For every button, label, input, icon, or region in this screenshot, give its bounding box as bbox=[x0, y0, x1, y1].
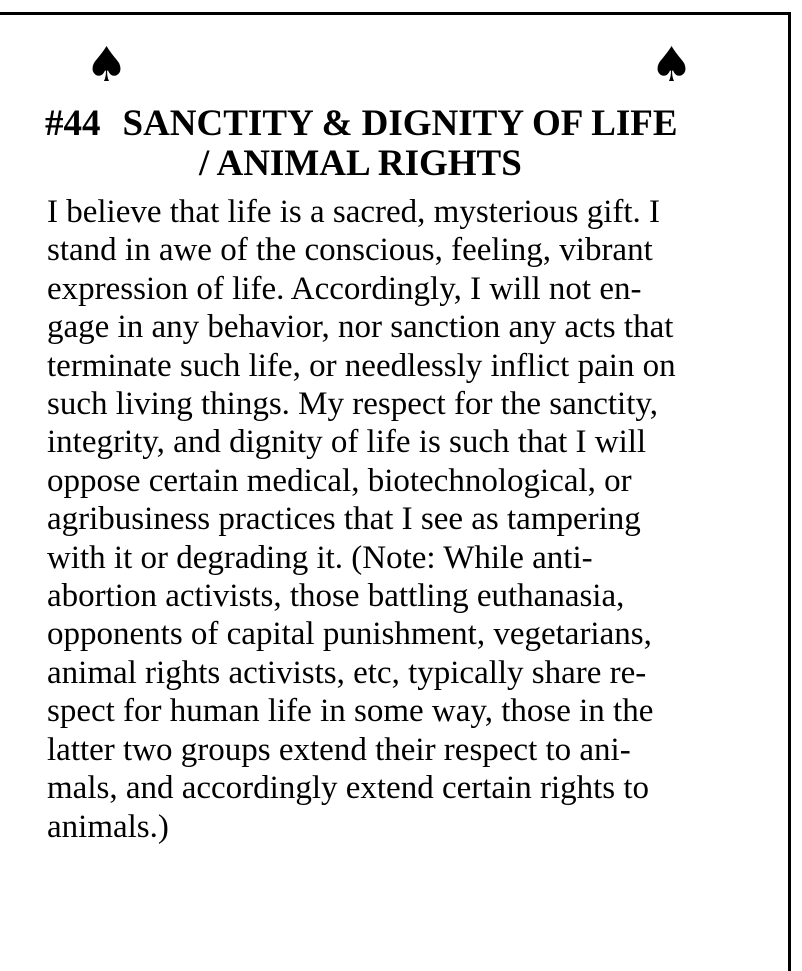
body-line: stand in awe of the conscious, feeling, vibrant bbox=[47, 232, 653, 269]
body-line: with it or degrading it. (Note: While anti- bbox=[47, 539, 593, 576]
body-line: oppose certain medical, biotechnological, or bbox=[47, 462, 632, 499]
title-line-2: / ANIMAL RIGHTS bbox=[199, 143, 522, 184]
card-title bbox=[45, 104, 775, 184]
body-line: latter two groups extend their respect to ani- bbox=[47, 731, 631, 768]
body-line: animals.) bbox=[47, 808, 169, 845]
card-border-top bbox=[0, 12, 791, 15]
body-line: opponents of capital punishment, vegetarians, bbox=[47, 616, 652, 653]
body-line: such living things. My respect for the sanctity, bbox=[47, 386, 658, 423]
body-line: I believe that life is a sacred, mysterious gift. I bbox=[47, 194, 661, 230]
title-line-1 bbox=[45, 104, 775, 144]
body-line: animal rights activists, etc, typically share re- bbox=[47, 654, 647, 691]
body-line: abortion activists, those battling euthanasia, bbox=[47, 578, 625, 615]
spade-icon: ♠ bbox=[650, 37, 694, 93]
body-line: gage in any behavior, nor sanction any acts that bbox=[47, 309, 674, 346]
body-line: terminate such life, or needlessly inflict pain on bbox=[47, 347, 676, 384]
body-line: agribusiness practices that I see as tampering bbox=[47, 501, 641, 538]
spade-icon: ♠ bbox=[85, 37, 129, 93]
card-number: #44 bbox=[45, 103, 101, 144]
body-line: expression of life. Accordingly, I will not en- bbox=[47, 270, 642, 307]
card-body bbox=[47, 193, 777, 846]
body-line: mals, and accordingly extend certain rights to bbox=[47, 770, 650, 807]
title-text-1: SANCTITY & DIGNITY OF LIFE bbox=[122, 103, 678, 144]
body-line: spect for human life in some way, those in the bbox=[47, 693, 654, 730]
card-border-right bbox=[788, 12, 791, 971]
body-line: integrity, and dignity of life is such that I will bbox=[47, 424, 647, 461]
